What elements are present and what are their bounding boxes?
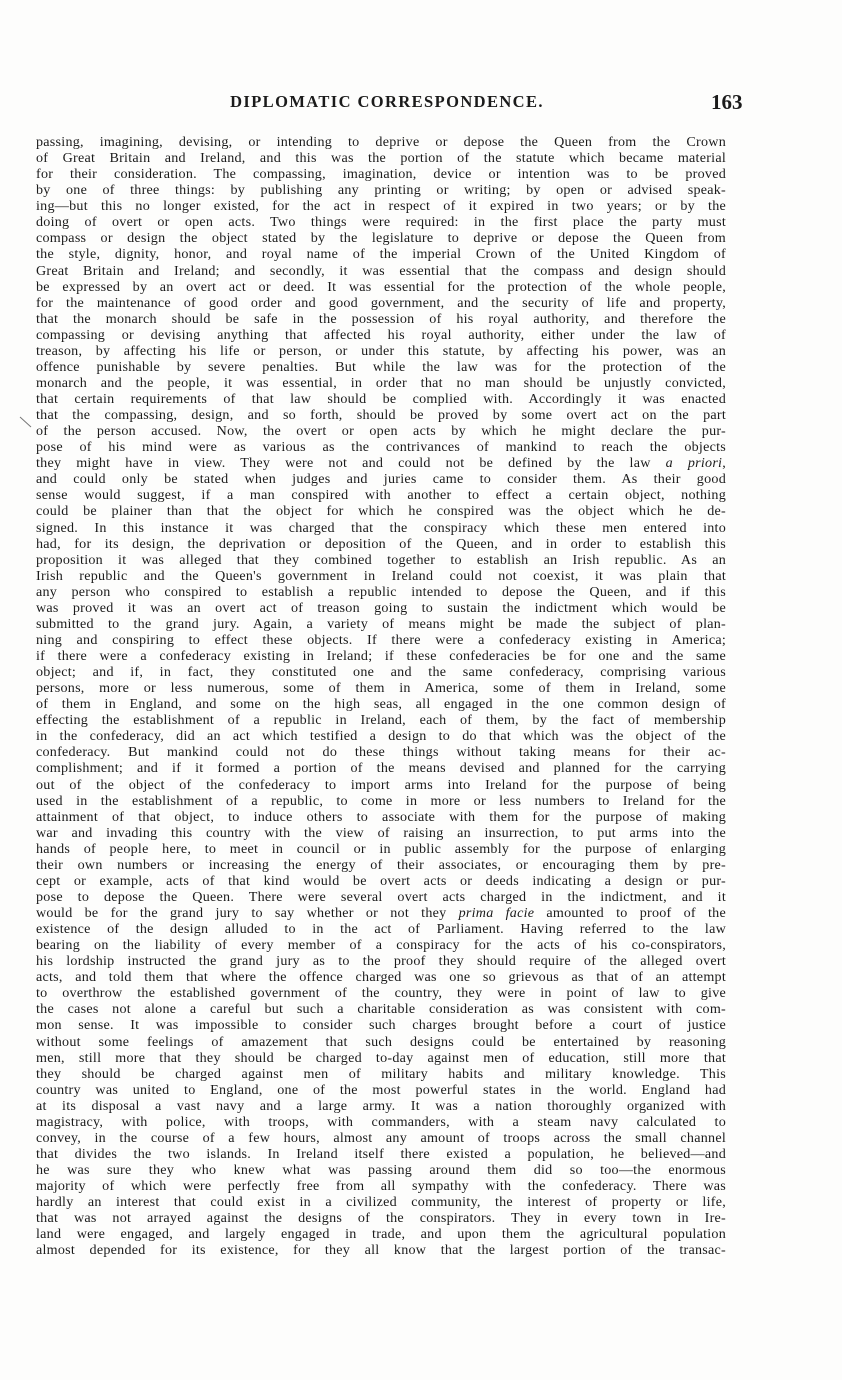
text-line: at its disposal a vast navy and a large army. It was a nation thoroughly organized with bbox=[36, 1097, 726, 1114]
text-line: that was not arrayed against the designs of the conspirators. They in every town in Ire- bbox=[36, 1210, 726, 1227]
text-line: any person who conspired to establish a republic intended to depose the Queen, and if this bbox=[36, 583, 726, 600]
text-line: that the monarch should be safe in the possession of his royal authority, and therefore the bbox=[36, 310, 726, 327]
text-line: ing—but this no longer existed, for the act in respect of it expired in two years; or by the bbox=[36, 198, 726, 215]
text-line: almost depended for its existence, for they all know that the largest portion of the transac- bbox=[36, 1242, 726, 1259]
text-line: was proved it was an overt act of treason going to sustain the indictment which would be bbox=[36, 599, 726, 616]
text-line: of them in England, and some on the high seas, all engaged in the one common design of bbox=[36, 696, 726, 713]
text-line: hands of people here, to meet in council or in public assembly for the purpose of enlarging bbox=[36, 840, 726, 857]
text-line: object; and if, in fact, they constituted one and the same confederacy, comprising various bbox=[36, 664, 726, 681]
text-line: hardly an interest that could exist in a civilized community, the interest of property or life, bbox=[36, 1194, 726, 1211]
text-line: pose to depose the Queen. There were several overt acts charged in the indictment, and it bbox=[36, 888, 726, 905]
text-line: persons, more or less numerous, some of them in America, some of them in Ireland, some bbox=[36, 680, 726, 697]
text-line: the cases not alone a careful but such a charitable consideration as was consistent with com- bbox=[36, 1001, 726, 1018]
text-line: acts, and told them that where the offence charged was one so grievous as that of an attempt bbox=[36, 969, 726, 986]
text-line: for their consideration. The compassing, imagination, device or intention was to be proved bbox=[36, 166, 726, 183]
text-line: passing, imagining, devising, or intending to deprive or depose the Queen from the Crown bbox=[36, 134, 726, 150]
text-line: treason, by affecting his life or person, or under this statute, by affecting his power, was an bbox=[36, 342, 726, 359]
margin-mark-icon bbox=[18, 414, 34, 430]
text-line: would be for the grand jury to say whether or not they prima facie amounted to proof of the bbox=[36, 905, 726, 921]
text-line: compassing or devising anything that affected his royal authority, either under the law of bbox=[36, 326, 726, 343]
text-line: compass or design the object stated by the legislature to deprive or depose the Queen from bbox=[36, 230, 726, 247]
text-line: ning and conspiring to effect these objects. If there were a confederacy existing in America; bbox=[36, 631, 726, 648]
text-line: be expressed by an overt act or deed. It was essential for the protection of the whole people, bbox=[36, 278, 726, 295]
text-line: majority of which were perfectly free from all sympathy with the confederacy. There was bbox=[36, 1178, 726, 1195]
text-line: confederacy. But mankind could not do these things without taking means for their ac- bbox=[36, 744, 726, 761]
text-line: could be plainer than that the object for which he conspired was the object which he de- bbox=[36, 503, 726, 520]
text-line: cept or example, acts of that kind would be overt acts or deeds indicating a design or pur- bbox=[36, 872, 726, 889]
text-line: monarch and the people, it was essential, in order that no man should be unjustly convicted, bbox=[36, 374, 726, 391]
text-line: proposition it was alleged that they combined together to establish an Irish republic. As an bbox=[36, 551, 726, 568]
text-line: submitted to the grand jury. Again, a variety of means might be made the subject of plan- bbox=[36, 615, 726, 632]
text-line: had, for its design, the deprivation or deposition of the Queen, and in order to establish this bbox=[36, 535, 726, 552]
text-line: magistracy, with police, with troops, with commanders, with a steam navy calculated to bbox=[36, 1113, 726, 1130]
text-line: Irish republic and the Queen's government in Ireland could not coexist, it was plain that bbox=[36, 567, 726, 584]
text-line: and could only be stated when judges and juries came to consider them. As their good bbox=[36, 471, 726, 488]
text-line: the style, dignity, honor, and royal name of the imperial Crown of the United Kingdom of bbox=[36, 246, 726, 263]
text-line: offence punishable by severe penalties. But while the law was for the protection of the bbox=[36, 358, 726, 375]
text-line: in the confederacy, did an act which testified a design to do that which was the object of the bbox=[36, 728, 726, 745]
text-line: doing of overt or open acts. Two things were required: in the first place the party must bbox=[36, 214, 726, 231]
text-line: sense would suggest, if a man conspired with another to effect a certain object, nothing bbox=[36, 487, 726, 504]
text-line: bearing on the liability of every member of a conspiracy for the acts of his co-conspirators, bbox=[36, 937, 726, 954]
text-line: that divides the two islands. In Ireland itself there existed a population, he believed—and bbox=[36, 1145, 726, 1162]
text-line: pose of his mind were as various as the contrivances of mankind to reach the objects bbox=[36, 439, 726, 456]
text-line: that the compassing, design, and so forth, should be proved by some overt act on the part bbox=[36, 407, 726, 424]
text-line: used in the establishment of a republic, to come in more or less numbers to Ireland for the bbox=[36, 792, 726, 809]
text-line: war and invading this country with the view of raising an insurrection, to put arms into the bbox=[36, 824, 726, 841]
text-line: they should be charged against men of military habits and military knowledge. This bbox=[36, 1065, 726, 1082]
text-line: without some feelings of amazement that such designs could be entertained by reasoning bbox=[36, 1033, 726, 1050]
text-line: for the maintenance of good order and good government, and the security of life and property, bbox=[36, 294, 726, 311]
italic-phrase: a priori bbox=[665, 455, 723, 472]
text-line: of Great Britain and Ireland, and this was the portion of the statute which became material bbox=[36, 150, 726, 167]
body-text bbox=[36, 134, 726, 1258]
text-line: mon sense. It was impossible to consider such charges brought before a court of justice bbox=[36, 1017, 726, 1034]
text-line: land were engaged, and largely engaged in trade, and upon them the agricultural population bbox=[36, 1226, 726, 1243]
text-line: they might have in view. They were not and could not be defined by the law a priori, bbox=[36, 455, 726, 472]
italic-phrase: prima facie bbox=[458, 905, 535, 921]
text-line: existence of the design alluded to in the act of Parliament. Having referred to the law bbox=[36, 921, 726, 938]
text-line: attainment of that object, to induce others to associate with them for the purpose of making bbox=[36, 808, 726, 825]
running-title: DIPLOMATIC CORRESPONDENCE. bbox=[230, 92, 544, 111]
page-header bbox=[36, 90, 743, 118]
text-line: his lordship instructed the grand jury as to the proof they should require of the alleged overt bbox=[36, 953, 726, 970]
text-line: that certain requirements of that law should be complied with. Accordingly it was enacted bbox=[36, 391, 726, 407]
text-line: country was united to England, one of the most powerful states in the world. England had bbox=[36, 1081, 726, 1098]
text-line: by one of three things: by publishing any printing or writing; by open or advised speak- bbox=[36, 182, 726, 199]
text-line: to overthrow the established government of the country, they were in point of law to give bbox=[36, 985, 726, 1002]
text-line: Great Britain and Ireland; and secondly, it was essential that the compass and design should bbox=[36, 262, 726, 279]
text-line: convey, in the course of a few hours, almost any amount of troops across the small channel bbox=[36, 1129, 726, 1146]
text-line: out of the object of the confederacy to import arms into Ireland for the purpose of being bbox=[36, 776, 726, 793]
text-line: if there were a confederacy existing in Ireland; if these confederacies be for one and the same bbox=[36, 648, 726, 664]
text-line: signed. In this instance it was charged that the conspiracy which these men entered into bbox=[36, 519, 726, 536]
text-line: of the person accused. Now, the overt or open acts by which he might declare the pur- bbox=[36, 423, 726, 440]
text-line: their own numbers or increasing the energy of their associates, or encouraging them by pre- bbox=[36, 856, 726, 873]
text-line: he was sure they who knew what was passing around them did so too—the enormous bbox=[36, 1162, 726, 1178]
text-line: effecting the establishment of a republic in Ireland, each of them, by the fact of membership bbox=[36, 712, 726, 729]
text-line: men, still more that they should be charged to-day against men of education, still more that bbox=[36, 1049, 726, 1066]
page-number: 163 bbox=[711, 90, 743, 114]
text-line: complishment; and if it formed a portion of the means devised and planned for the carrying bbox=[36, 760, 726, 777]
